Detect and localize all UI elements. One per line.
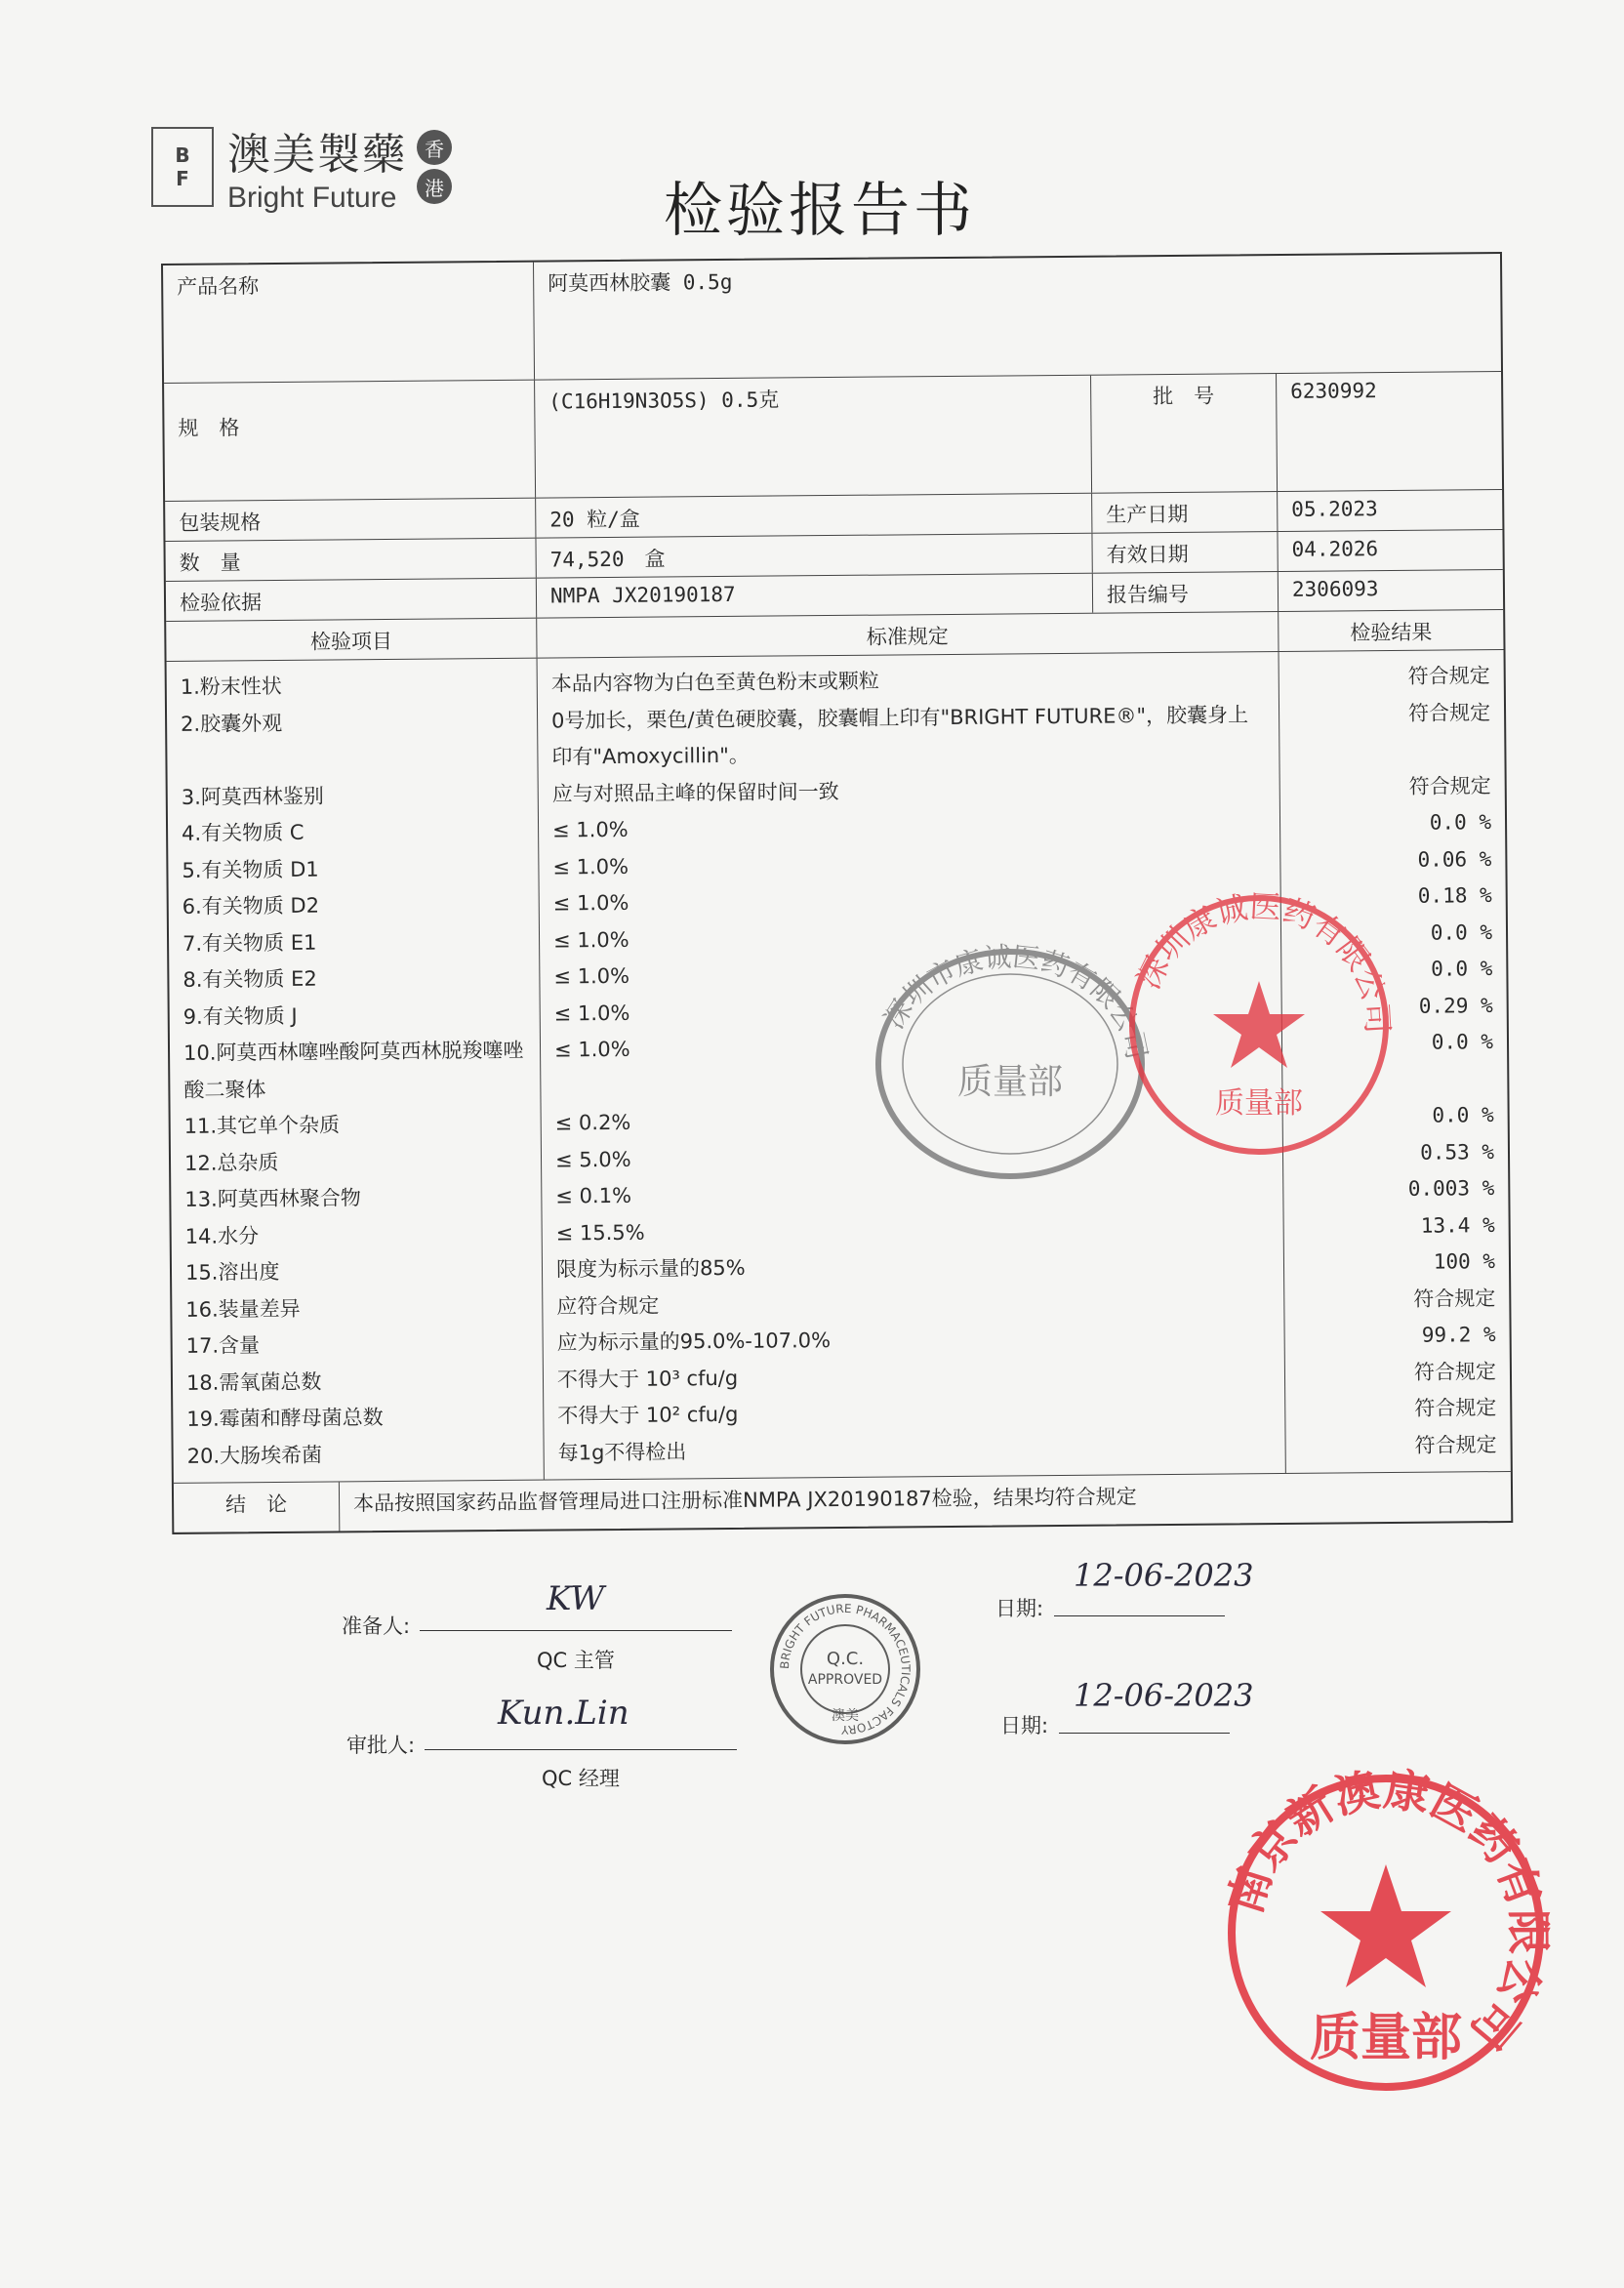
- large-red-stamp: [1218, 1762, 1555, 2087]
- test-item-name: 20.大肠埃希菌: [186, 1443, 323, 1468]
- col-header-standard: 标准规定: [537, 612, 1279, 658]
- test-item-standard: ≤ 15.5%: [555, 1220, 645, 1246]
- document-title: 检验报告书: [664, 177, 976, 245]
- approver-title: QC 经理: [542, 1767, 620, 1790]
- red-star-icon: [1213, 981, 1305, 1068]
- test-item-result: 0.0 %: [1431, 957, 1493, 981]
- test-item-name: 2.胶囊外观: [181, 711, 283, 736]
- test-item-standard: 应为标示量的95.0%-107.0%: [556, 1328, 832, 1355]
- test-item-standard: 0号加长，栗色/黄色硬胶囊，胶囊帽上印有"BRIGHT FUTURE®"，胶囊身上印有"Amoxycillin"。: [550, 702, 1249, 769]
- date-label-1: 日期:: [995, 1597, 1044, 1620]
- test-item-standard: 每1g不得检出: [557, 1439, 687, 1464]
- test-item-standard: ≤ 1.0%: [553, 963, 630, 989]
- test-item-standard: ≤ 1.0%: [553, 1001, 630, 1026]
- test-item-standard: ≤ 1.0%: [551, 817, 629, 842]
- test-item-result: 0.0 %: [1430, 919, 1493, 945]
- test-item-result: 0.0 %: [1429, 810, 1492, 835]
- test-item-standard: ≤ 1.0%: [553, 1037, 630, 1062]
- test-item-name: 19.霉菌和酵母菌总数: [186, 1406, 384, 1431]
- preparer-label: 准备人:: [342, 1614, 411, 1638]
- pack-label: 包装规格: [165, 499, 536, 541]
- test-item-name: 12.总杂质: [183, 1150, 279, 1175]
- basis-label: 检验依据: [166, 579, 537, 621]
- report-no-value: 2306093: [1291, 577, 1379, 601]
- batch-label: 批 号: [1091, 374, 1278, 493]
- test-item-name: 4.有关物质 C: [181, 820, 304, 845]
- test-item-result: 0.0 %: [1432, 1103, 1494, 1127]
- test-item-standard: 本品内容物为白色至黄色粉末或颗粒: [550, 669, 879, 696]
- test-item-standard: 不得大于 10³ cfu/g: [556, 1366, 739, 1392]
- report-no-label: 报告编号: [1093, 572, 1279, 613]
- test-item-standard: ≤ 1.0%: [552, 854, 629, 879]
- test-item-result: 100 %: [1433, 1249, 1496, 1274]
- test-item-result: 0.003 %: [1407, 1176, 1495, 1201]
- test-item-result: 符合规定: [1414, 1432, 1497, 1457]
- qty-label: 数 量: [165, 539, 536, 581]
- test-item-name: 1.粉末性状: [180, 674, 282, 699]
- svg-text:深圳市康诚医药有限公司: [877, 940, 1154, 1062]
- exp-date-label: 有效日期: [1092, 532, 1278, 573]
- approver-label: 审批人:: [346, 1734, 416, 1757]
- test-item-result: 99.2 %: [1421, 1323, 1496, 1347]
- pack-value: 20 粒/盒: [536, 494, 1092, 538]
- test-item-result: 0.18 %: [1417, 883, 1492, 908]
- red-stamp-ring: 深圳康诚医药有限公司: [1129, 887, 1397, 1036]
- test-item-name: 10.阿莫西林噻唑酸阿莫西林脱羧噻唑酸二聚体: [183, 1038, 524, 1102]
- prod-date-value: 05.2023: [1291, 497, 1378, 521]
- test-item-standard: ≤ 1.0%: [552, 890, 629, 916]
- test-item-name: 15.溶出度: [184, 1259, 280, 1285]
- logo-cn: 澳美製藥: [227, 130, 407, 180]
- batch-value: 6230992: [1290, 379, 1377, 403]
- product-value: 阿莫西林胶囊 0.5g: [548, 269, 733, 296]
- test-item-result: 符合规定: [1407, 700, 1491, 725]
- conclusion-text: 本品按照国家药品监督管理局进口注册标准NMPA JX20190187检验，结果均符合规定: [352, 1485, 1137, 1516]
- logo-hk-1: 香: [417, 130, 452, 165]
- product-label: 产品名称: [163, 263, 535, 383]
- red-company-stamp: [1129, 887, 1396, 1152]
- gray-department-stamp: [877, 940, 1154, 1176]
- col-header-result: 检验结果: [1350, 620, 1433, 645]
- test-item-result: 0.0 %: [1431, 1030, 1494, 1054]
- test-item-standard: 不得大于 10² cfu/g: [557, 1402, 739, 1428]
- qc-stamp-center-1: Q.C.: [826, 1649, 865, 1669]
- test-item-name: 6.有关物质 D2: [182, 893, 320, 919]
- test-item-name: 9.有关物质 J: [183, 1003, 298, 1029]
- date-1: 12-06-2023: [1074, 1557, 1254, 1594]
- test-item-name: 8.有关物质 E2: [183, 966, 317, 992]
- logo-mark-top: B: [175, 143, 190, 167]
- date-label-2: 日期:: [1000, 1714, 1049, 1737]
- exp-date-value: 04.2026: [1291, 537, 1379, 561]
- test-item-standard: 应与对照品主峰的保留时间一致: [551, 779, 839, 806]
- test-item-result: 0.29 %: [1418, 993, 1493, 1018]
- test-item-standard: ≤ 1.0%: [552, 927, 629, 953]
- test-item-name: 13.阿莫西林聚合物: [184, 1186, 361, 1211]
- test-item-name: 14.水分: [184, 1223, 260, 1248]
- test-item-name: 17.含量: [185, 1333, 261, 1358]
- date-2: 12-06-2023: [1074, 1677, 1254, 1714]
- gray-stamp-center: 质量部: [956, 1062, 1064, 1102]
- logo-mark-bottom: F: [176, 167, 189, 190]
- test-item-standard: 限度为标示量的85%: [555, 1255, 746, 1282]
- gray-stamp-ring: 深圳市康诚医药有限公司: [877, 940, 1154, 1063]
- basis-value: NMPA JX20190187: [537, 574, 1093, 618]
- test-item-name: 5.有关物质 D1: [182, 857, 319, 882]
- spec-value: (C16H19N3O5S) 0.5克: [535, 376, 1092, 498]
- test-item-result: 符合规定: [1414, 1396, 1497, 1420]
- test-item-result: 符合规定: [1413, 1359, 1497, 1384]
- test-item-result: 符合规定: [1413, 1286, 1496, 1311]
- test-item-name: 18.需氧菌总数: [185, 1369, 322, 1395]
- test-item-name: 11.其它单个杂质: [183, 1113, 341, 1138]
- test-item-result: 0.53 %: [1420, 1139, 1495, 1164]
- qc-stamp-center-2: APPROVED: [807, 1672, 883, 1688]
- approver-signature: Kun.Lin: [498, 1694, 629, 1733]
- logo-hk-2: 港: [417, 169, 452, 204]
- test-item-result: 13.4 %: [1420, 1212, 1495, 1238]
- test-item-result: 0.06 %: [1417, 846, 1492, 872]
- qty-value: 74,520 盒: [536, 534, 1092, 578]
- qc-approved-stamp: [772, 1596, 918, 1742]
- qc-stamp-ring: BRIGHT FUTURE PHARMACEUTICALS FACTORY: [777, 1601, 914, 1737]
- test-item-result: 符合规定: [1408, 773, 1491, 798]
- large-stamp-ring: 南京新澳康医药有限公司: [1218, 1762, 1556, 2060]
- preparer-signature: KW: [547, 1579, 605, 1618]
- red-stamp-center: 质量部: [1215, 1086, 1303, 1121]
- test-item-standard: ≤ 5.0%: [554, 1147, 631, 1172]
- large-red-star-icon: [1320, 1864, 1451, 1987]
- test-item-standard: 应符合规定: [556, 1293, 660, 1319]
- logo-en: Bright Future: [227, 182, 397, 214]
- test-item-name: 7.有关物质 E1: [182, 930, 317, 956]
- qc-stamp-bottom: 澳美: [832, 1708, 859, 1724]
- test-item-standard: ≤ 0.1%: [555, 1183, 632, 1208]
- test-item-name: 3.阿莫西林鉴别: [181, 784, 324, 809]
- test-item-name: 16.装量差异: [185, 1296, 301, 1322]
- preparer-title: QC 主管: [537, 1649, 615, 1672]
- large-stamp-center: 质量部: [1309, 2009, 1463, 2067]
- test-item-result: 符合规定: [1407, 664, 1490, 688]
- spec-label: 规 格: [164, 381, 536, 501]
- col-header-item: 检验项目: [166, 619, 537, 661]
- conclusion-label: 结 论: [174, 1482, 340, 1532]
- test-item-standard: ≤ 0.2%: [554, 1110, 631, 1135]
- prod-date-label: 生产日期: [1092, 492, 1278, 533]
